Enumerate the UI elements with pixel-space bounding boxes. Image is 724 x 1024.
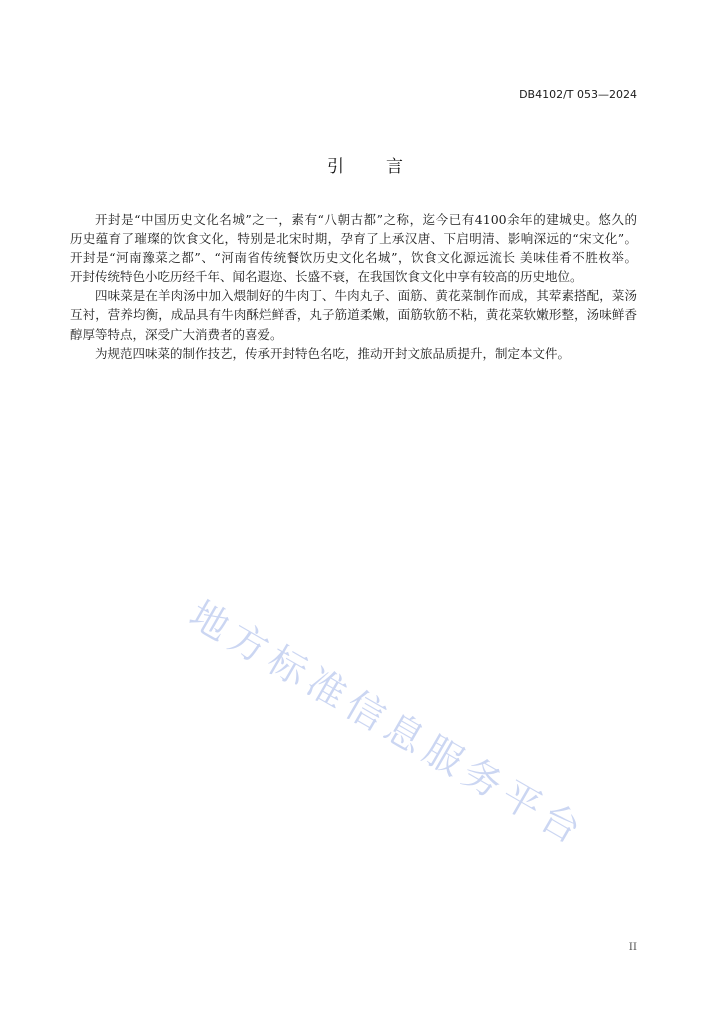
watermark: 地方标准信息服务平台 bbox=[182, 592, 594, 856]
paragraph-line: 醇厚等特点，深受广大消费者的喜爱。 bbox=[70, 326, 283, 342]
standard-code: DB4102/T 053—2024 bbox=[519, 88, 637, 101]
paragraph-line: 四味菜是在羊肉汤中加入煨制好的牛肉丁、牛肉丸子、面筋、黄花菜制作而成，其荤素搭配，菜汤 bbox=[95, 288, 637, 304]
paragraph-line: 为规范四味菜的制作技艺，传承开封特色名吃，推动开封文旅品质提升，制定本文件。 bbox=[95, 345, 571, 361]
paragraph-line: 历史蕴育了璀璨的饮食文化，特别是北宋时期，孕育了上承汉唐、下启明清、影响深远的“宋文化”。 bbox=[70, 231, 637, 247]
introduction-body bbox=[70, 210, 637, 363]
paragraph-line: 互衬，营养均衡，成品具有牛肉酥烂鲜香，丸子筋道柔嫩，面筋软筋不粘，黄花菜软嫩形整，汤味鲜香 bbox=[70, 307, 637, 323]
paragraph bbox=[70, 210, 637, 286]
paragraph-line: 开封传统特色小吃历经千年、闻名遐迩、长盛不衰，在我国饮食文化中享有较高的历史地位。 bbox=[70, 269, 583, 285]
paragraph-line: 开封是“中国历史文化名城”之一，素有“八朝古都”之称，迄今已有4100余年的建城史。悠久的 bbox=[95, 212, 637, 227]
paragraph-line: 开封是“河南豫菜之都”、“河南省传统餐饮历史文化名城”，饮食文化源远流长 美味佳肴不胜枚举。 bbox=[70, 250, 637, 266]
section-title: 引言 bbox=[327, 157, 445, 177]
page-number: II bbox=[628, 941, 637, 953]
paragraph bbox=[70, 344, 637, 363]
paragraph bbox=[70, 286, 637, 343]
